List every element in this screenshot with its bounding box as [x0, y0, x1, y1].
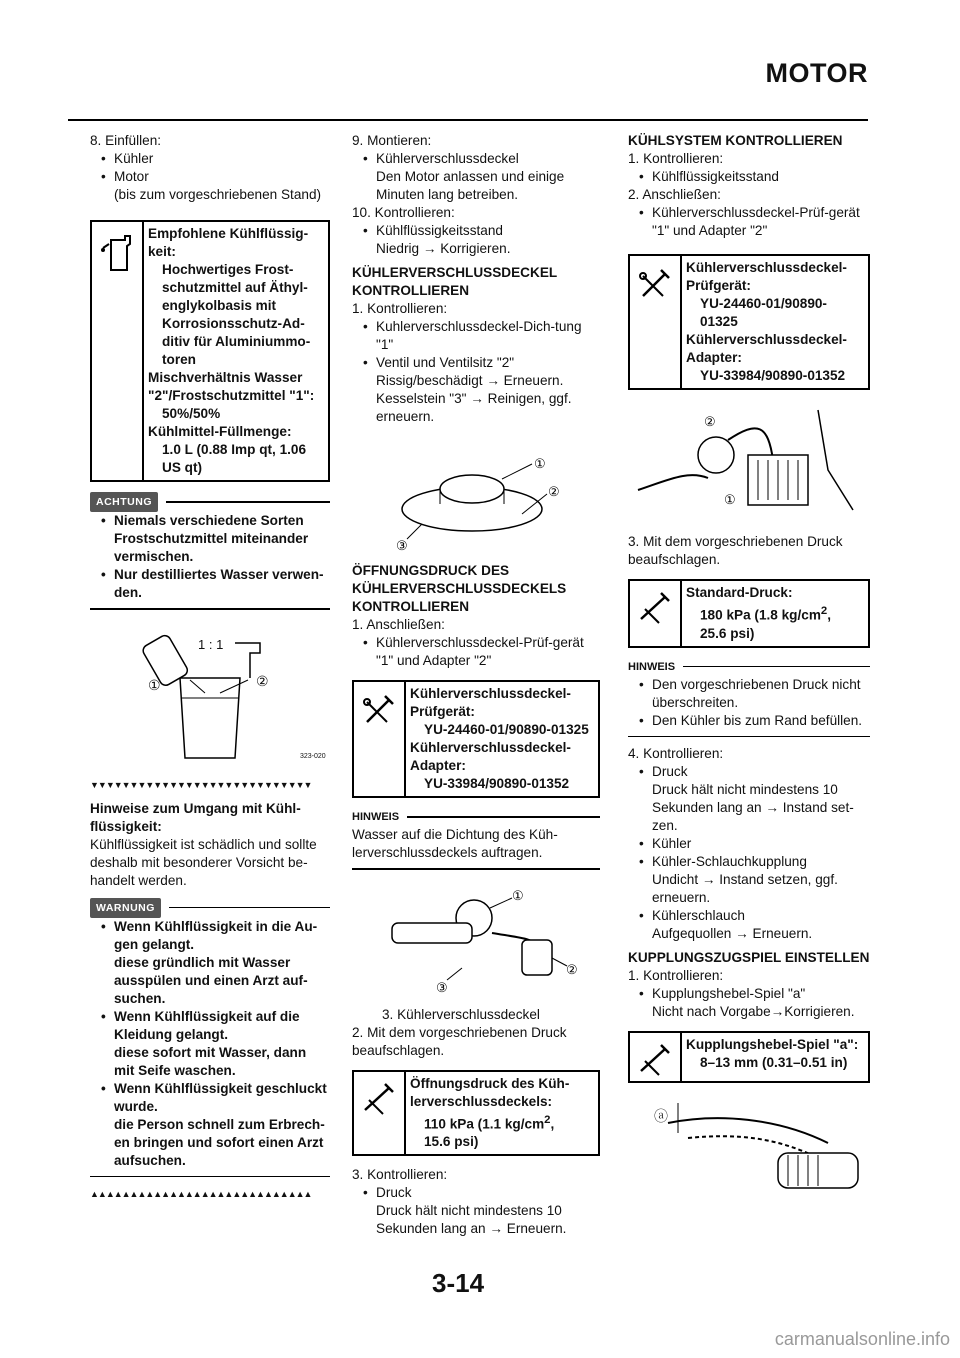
warning-start-marks: ▼▼▼▼▼▼▼▼▼▼▼▼▼▼▼▼▼▼▼▼▼▼▼▼▼▼▼▼ — [90, 779, 312, 790]
tool-icon — [354, 682, 406, 796]
cs-coolant-level: • Kühlflüssigkeitsstand — [628, 168, 870, 186]
coolant-label: Empfohlene Kühlflüssig-keit: — [148, 226, 309, 259]
cs-pressure: • Druck — [628, 763, 870, 781]
coolant-spec-box — [90, 220, 330, 482]
svg-text:③: ③ — [436, 979, 448, 995]
warnung-1b: diese gründlich mit Wasser ausspülen und einen Arzt auf-suchen. — [114, 954, 308, 1006]
tester-label: Kühlerverschlussdeckel-Prüfgerät: — [410, 686, 571, 719]
clutch-play-text: Nicht nach Vorgabe→Korrigieren. — [652, 1004, 855, 1020]
svg-text:②: ② — [566, 961, 578, 977]
cs-adapter-part-number: YU-33984/90890-01352 — [700, 368, 846, 383]
step-10-text: Niedrig → Korrigieren. — [376, 241, 511, 256]
warning-end-marks: ▲▲▲▲▲▲▲▲▲▲▲▲▲▲▲▲▲▲▲▲▲▲▲▲▲▲▲▲ — [90, 1189, 312, 1199]
step-8: 8. Einfüllen: — [90, 133, 162, 148]
achtung-item-2: • Nur destilliertes Wasser verwen-den. — [90, 566, 330, 602]
figure-code: 323-020 — [300, 752, 326, 760]
cs-step-2: 2. Anschließen: — [628, 187, 721, 202]
bullet-kuehler: • Kühler — [90, 150, 330, 168]
standard-pressure-box — [628, 579, 870, 648]
wrench-icon — [630, 1033, 682, 1081]
warnung-3b: die Person schnell zum Erbrech-en bringen und sofort einen Arzt aufsuchen. — [114, 1116, 325, 1168]
page-title: MOTOR — [765, 58, 868, 88]
cs-hose: • Kühlerschlauch — [628, 907, 870, 925]
page-header — [0, 0, 960, 125]
op-step-2: 2. Mit dem vorgeschriebenen Druck beaufschlagen. — [352, 1024, 567, 1058]
callout-2: ② — [256, 672, 269, 689]
cap-valve: • Ventil und Ventilsitz "2" — [352, 354, 600, 372]
svg-text:①: ① — [512, 887, 524, 903]
callout-a: ⓐ — [654, 1108, 668, 1125]
achtung-end-rule — [90, 608, 330, 610]
wrench-icon — [630, 581, 682, 646]
step-10: 10. Kontrollieren: — [352, 205, 455, 220]
cs-hinweis-1: • Den vorgeschriebenen Druck nicht überschreiten. — [628, 676, 870, 712]
cs-hose-text: Aufgequollen → Erneuern. — [652, 926, 813, 942]
cap-valve-damaged: Rissig/beschädigt → Erneuern. — [376, 373, 564, 388]
cs-step-1: 1. Kontrollieren: — [628, 151, 724, 166]
coolant-type: Hochwertiges Frost-schutzmittel auf Äthyl-englykolbasis mit Korrosionsschutz-Ad-ditiv für Aluminiummo-toren — [162, 262, 311, 367]
opening-pressure-label: Öffnungsdruck des Küh-lerverschlussdeckels: — [410, 1075, 570, 1109]
svg-text:②: ② — [704, 414, 716, 429]
cs-tester: • Kühlerverschlussdeckel-Prüf-gerät "1" und Adapter "2" — [628, 204, 870, 240]
op-pressure: • Druck — [352, 1184, 600, 1202]
watermark: carmanualsonline.info — [774, 1329, 950, 1349]
callout-1: ① — [148, 676, 161, 693]
cs-hose-coupling-text: Undicht → Instand setzen, ggf. erneuern. — [652, 872, 838, 906]
cs-tester-spec-box — [628, 254, 870, 390]
fill-amount-value: 1.0 L (0.88 Imp qt, 1.06 US qt) — [162, 442, 307, 475]
hinweis-end-rule — [352, 868, 600, 870]
cs-tester-part-number: YU-24460-01/90890-01325 — [700, 296, 827, 329]
pressure-test-illustration — [628, 400, 870, 525]
mix-ratio-value: 50%/50% — [162, 406, 221, 421]
section-cap-check: KÜHLERVERSCHLUSSDECKEL KONTROLLIEREN — [352, 265, 557, 298]
column-3 — [628, 132, 870, 1211]
opening-pressure-box — [352, 1070, 600, 1157]
clutch-play-label: Kupplungshebel-Spiel "a": — [686, 1037, 859, 1053]
radiator-cap-illustration — [352, 434, 600, 554]
op-tester: • Kühlerverschlussdeckel-Prüf-gerät "1" und Adapter "2" — [352, 634, 600, 670]
clutch-lever-illustration — [628, 1093, 870, 1203]
hinweis-text: Wasser auf die Dichtung des Küh-lerverschlussdeckels auftragen. — [352, 827, 558, 860]
achtung-heading: ACHTUNG — [90, 492, 330, 512]
op-pressure-text: Druck hält nicht mindestens 10 Sekunden lang an → Erneuern. — [376, 1203, 567, 1237]
cs-radiator: • Kühler — [628, 835, 870, 853]
achtung-item-1: • Niemals verschiedene Sorten Frostschutzmittel miteinander vermischen. — [90, 512, 330, 566]
bullet-motor: • Motor — [90, 168, 330, 186]
warnung-heading: WARNUNG — [90, 898, 330, 918]
fill-amount-label: Kühlmittel-Füllmenge: — [148, 424, 292, 439]
page-number: 3-14 — [432, 1268, 485, 1298]
cs-step-3: 3. Mit dem vorgeschriebenen Druck beaufschlagen. — [628, 534, 843, 567]
cs-step-4: 4. Kontrollieren: — [628, 746, 724, 762]
bucket-illustration — [90, 618, 330, 768]
warnung-3a: • Wenn Kühlflüssigkeit geschluckt wurde. — [90, 1080, 330, 1116]
section-clutch-play: KUPPLUNGSZUGSPIEL EINSTELLEN — [628, 950, 870, 966]
clutch-play-value: 8–13 mm (0.31–0.51 in) — [700, 1055, 848, 1071]
clutch-play: • Kupplungshebel-Spiel "a" — [628, 985, 870, 1003]
tool-icon — [630, 256, 682, 388]
warnung-2b: diese sofort mit Wasser, dann mit Seife waschen. — [114, 1044, 307, 1078]
cs-tester-label: Kühlerverschlussdeckel-Prüfgerät: — [686, 260, 847, 293]
cs-hinweis-end-rule — [628, 736, 870, 738]
warnung-end-rule — [90, 1176, 330, 1178]
standard-pressure-label: Standard-Druck: — [686, 585, 793, 600]
caption-3: 3. Kühlerverschlussdeckel — [382, 1006, 540, 1022]
tester-spec-box — [352, 680, 600, 798]
column-1 — [90, 132, 330, 1209]
header-rule — [68, 119, 868, 121]
op-step-1: 1. Anschließen: — [352, 617, 445, 632]
opening-pressure-psi: 15.6 psi) — [424, 1134, 479, 1150]
clutch-step-1: 1. Kontrollieren: — [628, 968, 724, 984]
wrench-icon — [354, 1072, 406, 1155]
cs-pressure-text: Druck hält nicht mindestens 10 Sekunden lang an → Instand set-zen. — [652, 782, 854, 834]
step-10-bullet: • Kühlflüssigkeitsstand — [352, 222, 600, 240]
standard-pressure-value: 180 kPa (1.8 $kg/cm^2$, — [700, 605, 832, 623]
cs-hose-coupling: • Kühler-Schlauchkupplung — [628, 853, 870, 871]
cap-tester-illustration — [352, 878, 600, 998]
adapter-part-number: YU-33984/90890-01352 — [424, 776, 570, 791]
warnung-1a: • Wenn Kühlflüssigkeit in die Au-gen gelangt. — [90, 918, 330, 954]
mix-ratio-figure: 1 : 1 — [198, 636, 224, 652]
section-opening-pressure: ÖFFNUNGSDRUCK DES KÜHLERVERSCHLUSSDECKELS KONTROLLIEREN — [352, 563, 567, 614]
cs-hinweis-2: • Den Kühler bis zum Rand befüllen. — [628, 712, 870, 730]
adapter-label: Kühlerverschlussdeckel-Adapter: — [410, 740, 571, 773]
tester-part-number: YU-24460-01/90890-01325 — [424, 722, 589, 737]
svg-text:①: ① — [724, 492, 736, 507]
standard-pressure-psi: 25.6 psi) — [700, 625, 755, 641]
clutch-spec-box — [628, 1031, 870, 1083]
bullet-motor-note: (bis zum vorgeschriebenen Stand) — [114, 187, 322, 202]
op-step-3: 3. Kontrollieren: — [352, 1167, 448, 1183]
cs-hinweis-heading: HINWEIS — [628, 658, 870, 676]
svg-text:②: ② — [548, 484, 560, 499]
warnung-2a: • Wenn Kühlflüssigkeit auf die Kleidung gelangt. — [90, 1008, 330, 1044]
column-2 — [352, 132, 600, 1238]
coolant-bottle-icon — [92, 222, 144, 480]
step-9-text: Den Motor anlassen und einige Minuten lang betreiben. — [376, 169, 565, 202]
handling-text: Kühlflüssigkeit ist schädlich und sollte deshalb mit besonderer Vorsicht be-handelt werden. — [90, 836, 317, 888]
svg-text:①: ① — [534, 456, 546, 471]
hinweis-heading: HINWEIS — [352, 808, 600, 826]
handling-title: Hinweise zum Umgang mit Kühl-flüssigkeit: — [90, 800, 301, 834]
mix-ratio-label: Mischverhältnis Wasser "2"/Frostschutzmittel "1": — [148, 370, 315, 403]
cs-adapter-label: Kühlerverschlussdeckel-Adapter: — [686, 332, 847, 365]
cap-scale: Kesselstein "3" → Reinigen, ggf. erneuern. — [376, 391, 572, 424]
step-9-bullet: • Kühlerverschlussdeckel — [352, 150, 600, 168]
opening-pressure-value: 110 kPa (1.1 $kg/cm^2$, — [424, 1113, 555, 1132]
step-9: 9. Montieren: — [352, 133, 432, 148]
svg-text:③: ③ — [396, 538, 408, 553]
cap-step-1: 1. Kontrollieren: — [352, 301, 448, 316]
section-cooling-system: KÜHLSYSTEM KONTROLLIEREN — [628, 133, 843, 148]
cap-seal: • Kuhlerverschlussdeckel-Dich-tung "1" — [352, 318, 600, 354]
